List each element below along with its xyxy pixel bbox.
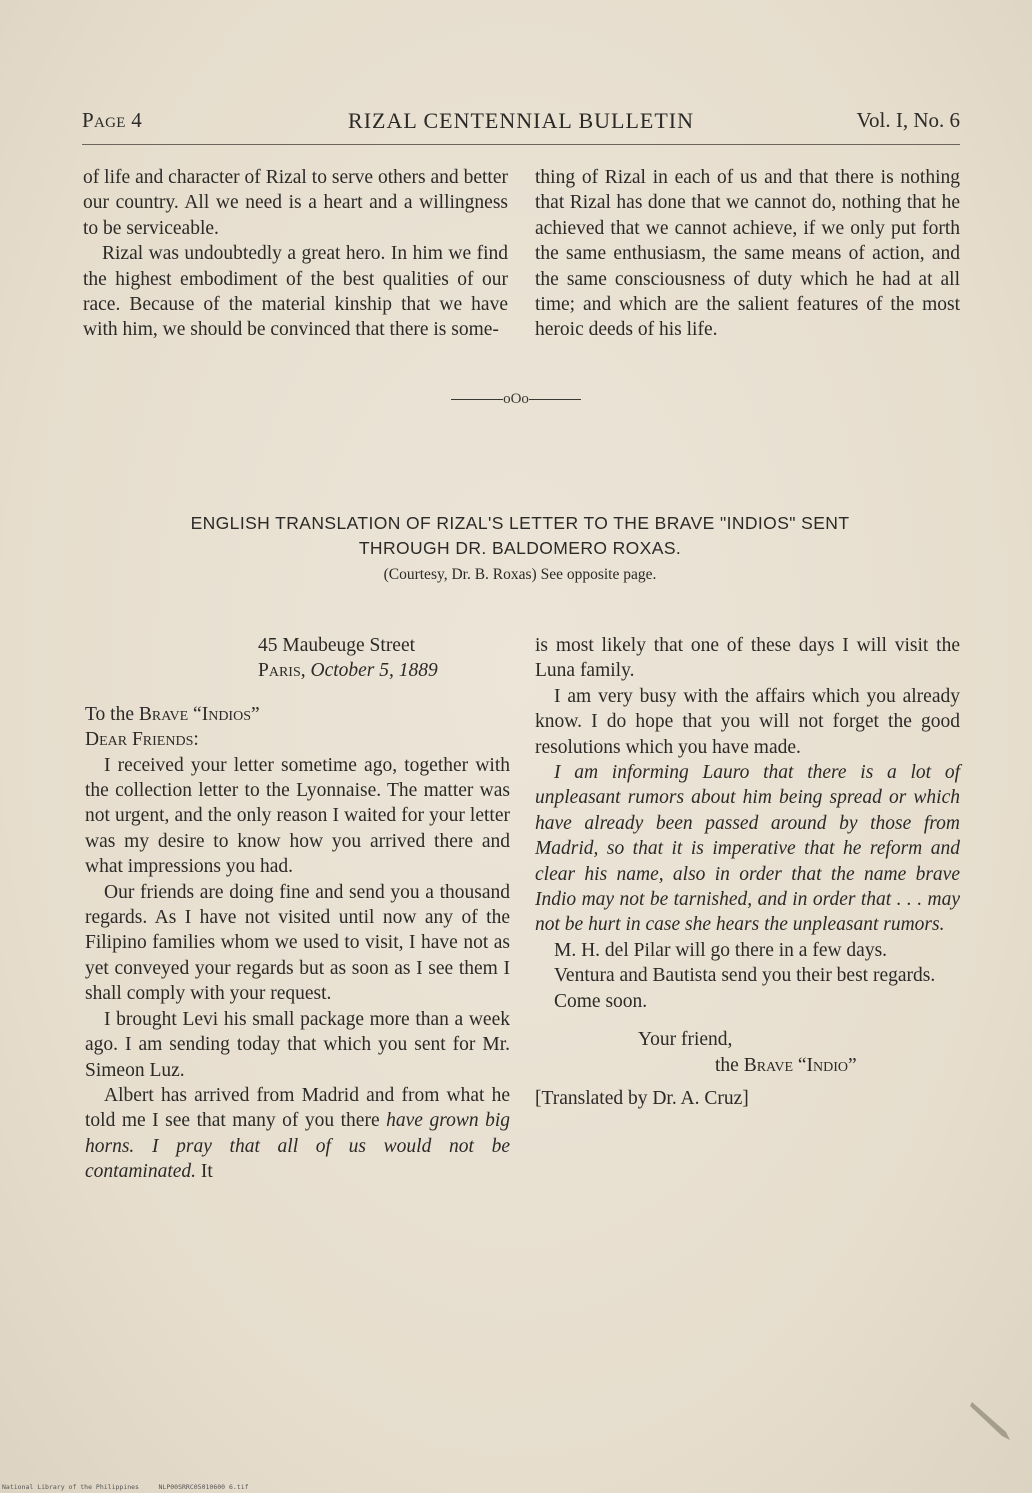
letter-date-line — [85, 658, 510, 683]
letter-right-column — [535, 633, 960, 1111]
letter-paragraph — [85, 1083, 510, 1185]
publication-title: RIZAL CENTENNIAL BULLETIN — [348, 108, 694, 133]
letter-paragraph: I am very busy with the affairs which you already know. I do hope that you will not forget the good resolutions which you have made. — [535, 685, 960, 758]
letter-closing: Your friend, — [638, 1029, 733, 1051]
letter-paragraph: Our friends are doing fine and send you a thousand regards. As I have not visited until now any of the Filipino families whom we used to visit, I have not as yet conveyed your regards but as soon as I see them I shall comply with your request. — [85, 881, 510, 1005]
letter-paragraph: Ventura and Bautista send you their best regards. — [554, 965, 936, 987]
letter-paragraph: M. H. del Pilar will go there in a few days. — [554, 939, 888, 961]
letter-paragraph: Come soon. — [554, 990, 648, 1012]
text-run: It — [200, 1161, 213, 1183]
paragraph: Rizal was undoubtedly a great hero. In him we find the highest embodiment of the best qualities of our race. Because of the material kinship that we have with him, we should be convinced that there is some- — [83, 243, 508, 341]
addressee-name: Brave “Indios” — [138, 703, 260, 725]
volume-label: Vol. I, No. 6 — [856, 108, 960, 132]
translator-credit: [Translated by Dr. A. Cruz] — [535, 1087, 749, 1109]
title-line: THROUGH DR. BALDOMERO ROXAS. — [358, 538, 682, 558]
signature-prefix: the — [715, 1054, 739, 1076]
courtesy-note: (Courtesy, Dr. B. Roxas) See opposite page. — [383, 566, 657, 583]
separator-line — [529, 399, 581, 400]
letter-left-column — [85, 633, 510, 1185]
paragraph: of life and character of Rizal to serve others and better our country. All we need is a heart and a willingness to be serviceable. — [83, 167, 508, 239]
letter-addressee — [85, 702, 510, 727]
letter-salutation: Dear Friends: — [85, 729, 199, 751]
header-rule — [82, 144, 960, 145]
scan-footer: National Library of the Philippines NLP00SRRC05010600 6.tif — [2, 1483, 249, 1491]
article-title — [110, 511, 930, 561]
letter-signature — [535, 1053, 960, 1078]
separator-ornament: oOo — [503, 391, 529, 407]
paragraph: thing of Rizal in each of us and that there is nothing that Rizal has done that we cannot do, nothing that he achieved that we cannot achieve, if we only put forth the same enthusiasm, the same means of action, and the same consciousness of duty which he had at all time; and which are the salient features of the most heroic deeds of his life. — [535, 167, 960, 341]
letter-date: October 5, 1889 — [310, 660, 438, 682]
addressee-prefix: To the — [85, 703, 134, 725]
section-separator — [0, 391, 1032, 408]
page-number: Page 4 — [82, 108, 143, 132]
signature-name: Brave “Indio” — [743, 1054, 857, 1076]
page-header — [82, 108, 960, 142]
text-run: Albert has arrived from Madrid and from what he told me I see that many of you there — [85, 1084, 510, 1132]
paper-clip-icon — [966, 1396, 1014, 1444]
letter-city: Paris, — [258, 660, 306, 682]
letter-address: 45 Maubeuge Street — [258, 635, 416, 656]
top-article-right-column — [535, 165, 960, 343]
italic-run: have grown big horns. I pray that all of us would not be contaminated. — [85, 1110, 510, 1183]
separator-line — [451, 399, 503, 400]
top-article-left-column — [83, 165, 508, 343]
letter-paragraph: I brought Levi his small package more than a week ago. I am sending today that which you sent for Mr. Simeon Luz. — [85, 1008, 510, 1081]
letter-paragraph: I received your letter sometime ago, together with the collection letter to the Lyonnaise. The matter was not urgent, and the only reason I waited for your letter was my desire to know how you arrived there and what impressions you had. — [85, 754, 510, 878]
title-line: ENGLISH TRANSLATION OF RIZAL'S LETTER TO THE BRAVE "INDIOS" SENT — [190, 513, 850, 533]
letter-paragraph: is most likely that one of these days I will visit the Luna family. — [535, 635, 960, 682]
letter-paragraph-italic: I am informing Lauro that there is a lot of unpleasant rumors about him being spread or which have already been passed around by those from Madrid, so that it is imperative that he reform and clear his name, also in order that the name brave Indio may not be tarnished, and in order that . . . may not be hurt in case she hears the unpleasant rumors. — [535, 762, 960, 936]
